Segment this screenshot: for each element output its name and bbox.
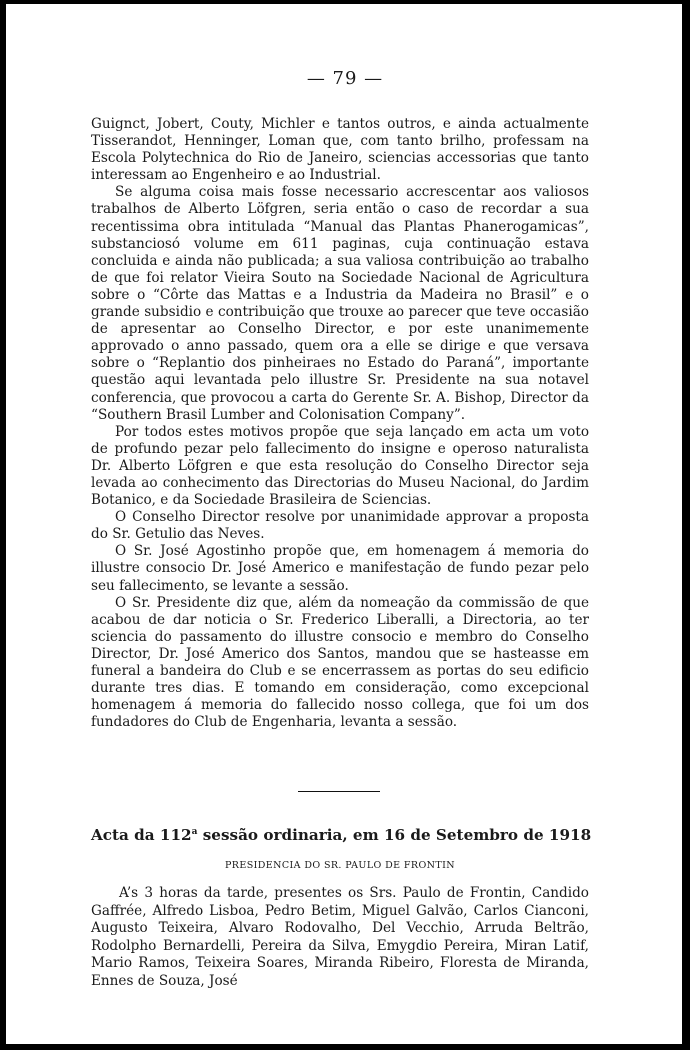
paragraph: O Sr. Presidente diz que, além da nomeação da commissão de que acabou de dar noticia o Sr. Frederico Liberalli, a Directoria, ao ter sciencia do passamento do illustre consocio e membro do Conselho Director, Dr. José Americo dos Santos, mandou que se hasteasse em funeral a bandeira do Club e se encerrassem as portas do seu edificio durante tres dias. E tomando em consideração, como excepcional homenagem á memoria do fallecido nosso collega, que foi um dos fundadores do Club de Engenharia, levanta a sessão. [91, 594, 589, 731]
section-title-part1: Acta da 112 [91, 826, 192, 844]
paragraph: Por todos estes motivos propõe que seja lançado em acta um voto de profundo pezar pelo fallecimento do insigne e operoso naturalista Dr. Alberto Löfgren e que esta resolução do Conselho Director seja levada ao conhecimento das Directorias do Museu Nacional, do Jardim Botanico, e da Sociedade Brasileira de Sciencias. [91, 423, 589, 509]
paragraph: A’s 3 horas da tarde, presentes os Srs. Paulo de Frontin, Candido Gaffrée, Alfredo Lisboa, Pedro Betim, Miguel Galvão, Carlos Cianconi, Augusto Teixeira, Alvaro Rodovalho, Del Vecchio, Arruda Beltrão, Rodolpho Bernardelli, Pereira da Silva, Emygdio Pereira, Miran Latif, Mario Ramos, Teixeira Soares, Miranda Ribeiro, Floresta de Miranda, Ennes de Souza, José [91, 885, 589, 989]
section-subtitle: PRESIDENCIA DO SR. PAULO DE FRONTIN [225, 860, 455, 871]
section-title-superscript: a [191, 826, 198, 837]
page-number: — 79 — [306, 68, 384, 89]
paragraph: O Conselho Director resolve por unanimidade approvar a proposta do Sr. Getulio das Neves. [91, 509, 589, 543]
section-divider [298, 791, 380, 792]
paragraph: Guignct, Jobert, Couty, Michler e tantos outros, e ainda actualmente Tisserandot, Henninger, Loman que, com tanto brilho, professam na Escola Polytechnica do Rio de Janeiro, sciencias accessorias que tanto interessam ao Engenheiro e ao Industrial. [91, 116, 589, 184]
section-title [91, 826, 592, 844]
paragraph: O Sr. José Agostinho propõe que, em homenagem á memoria do illustre consocio Dr. José Americo e manifestação de fundo pezar pelo seu fallecimento, se levante a sessão. [91, 543, 589, 594]
minutes-body [91, 116, 589, 731]
section-title-part2: sessão ordinaria, em 16 de Setembro de 1918 [197, 826, 592, 844]
session-body [91, 885, 589, 991]
paragraph: Se alguma coisa mais fosse necessario accrescentar aos valiosos trabalhos de Alberto Löfgren, seria então o caso de recordar a sua recentissima obra intitulada “Manual das Plantas Phanerogamicas”, substanciosó volume em 611 paginas, cuja continuação estava concluida e ainda não publicada; a sua valiosa contribuição ao trabalho de que foi relator Vieira Souto na Sociedade Nacional de Agricultura sobre o “Côrte das Mattas e a Industria da Madeira no Brasil” e o grande subsidio e contribuição que trouxe ao parecer que teve occasião de apresentar ao Conselho Director, e por este unanimemente approvado o anno passado, quem ora a elle se dirige e que versava sobre o “Replantio dos pinheiraes no Estado do Paraná”, importante questão aqui levantada pelo illustre Sr. Presidente na sua notavel conferencia, que provocou a carta do Gerente Sr. A. Bishop, Director da “Southern Brasil Lumber and Colonisation Company”. [91, 184, 589, 423]
